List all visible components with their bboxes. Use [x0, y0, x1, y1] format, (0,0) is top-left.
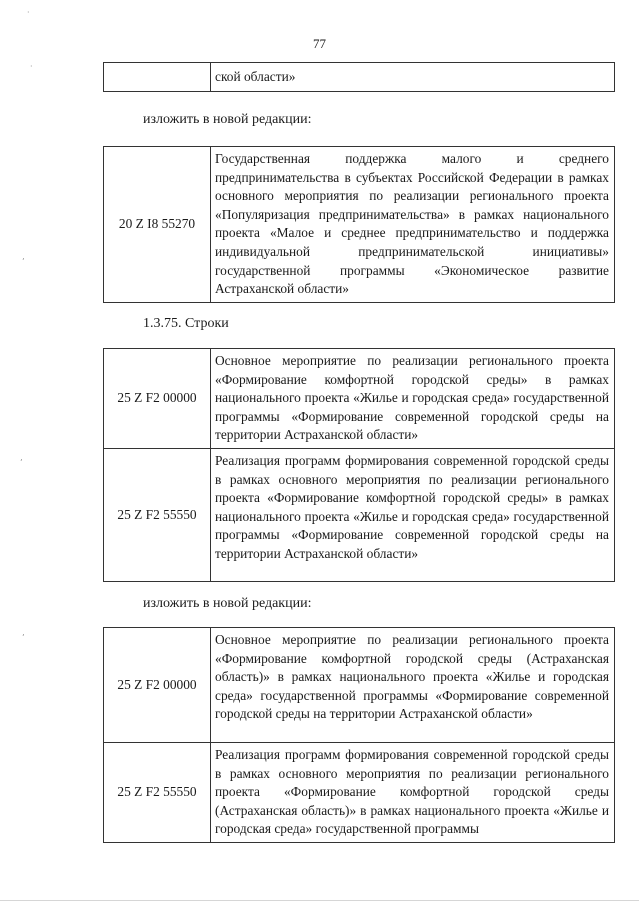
- paragraph-new-edition: изложить в новой редакции:: [143, 596, 312, 611]
- budget-code-cell: 25 Z F2 00000: [104, 628, 211, 743]
- page-number: 77: [313, 36, 326, 51]
- old-rows-table: [103, 348, 615, 582]
- description-cell: Государственная поддержка малого и среднего предпринимательства в субъектах Российской Федерации в рамках основного мероприятия по реализации регионального проекта «Популяризация предпринимательства» в рамках национального проекта «Малое и среднее предпринимательство и поддержка индивидуальной предпринимательской инициативы» государственной программы «Экономическое развитие Астраханской области»: [211, 147, 615, 303]
- new-edition-table: [103, 146, 615, 303]
- budget-code-cell: 20 Z I8 55270: [104, 147, 211, 303]
- scan-edge-line: [0, 900, 639, 901]
- table-row: [104, 147, 615, 303]
- description-cell: Реализация программ формирования современной городской среды в рамках основного мероприятия по реализации регионального проекта «Формирование комфортной городской среды» в рамках национального проекта «Жилье и городская среда» государственной программы «Формирование современной городской среды на территории Астраханской области»: [211, 448, 615, 581]
- paragraph-item-heading: 1.3.75. Строки: [143, 316, 229, 331]
- continuation-table: [103, 62, 615, 92]
- table-row: [104, 448, 615, 581]
- description-cell: Основное мероприятие по реализации регионального проекта «Формирование комфортной городской среды» в рамках национального проекта «Жилье и городская среда» государственной программы «Формирование современной городской среды на территории Астраханской области»: [211, 349, 615, 449]
- table-row: [104, 63, 615, 92]
- description-cell: Реализация программ формирования современной городской среды в рамках основного мероприятия по реализации регионального проекта «Формирование комфортной городской среды (Астраханская область)» в рамках национального проекта «Жилье и городская среда» государственной программы: [211, 743, 615, 843]
- scan-artifact-mark: ·: [30, 62, 33, 71]
- scan-artifact-mark: ʼ: [20, 458, 23, 467]
- table-row: [104, 349, 615, 449]
- budget-code-cell: 25 Z F2 55550: [104, 448, 211, 581]
- scan-artifact-mark: ʼ: [22, 633, 25, 642]
- budget-code-cell: [104, 63, 211, 92]
- description-cell: Основное мероприятие по реализации регионального проекта «Формирование комфортной городской среды (Астраханская область)» в рамках национального проекта «Жилье и городская среда» государственной программы «Формирование современной городской среды на территории Астраханской области»: [211, 628, 615, 743]
- scan-artifact-mark: ʼ: [22, 257, 25, 266]
- scan-artifact-mark: ·: [27, 8, 30, 17]
- new-rows-table: [103, 627, 615, 843]
- budget-code-cell: 25 Z F2 55550: [104, 743, 211, 843]
- description-cell: ской области»: [211, 63, 615, 92]
- table-row: [104, 628, 615, 743]
- budget-code-cell: 25 Z F2 00000: [104, 349, 211, 449]
- table-row: [104, 743, 615, 843]
- paragraph-new-edition: изложить в новой редакции:: [143, 112, 312, 127]
